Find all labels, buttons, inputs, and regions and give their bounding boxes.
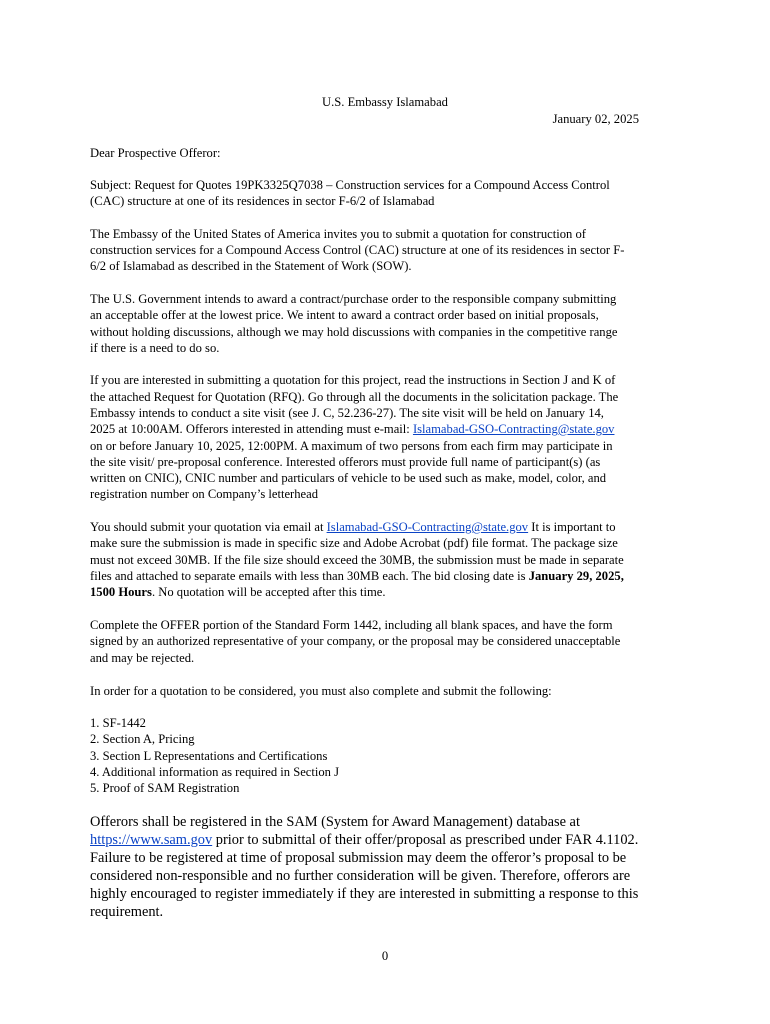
list-item: 1. SF-1442 xyxy=(90,716,146,730)
text-line: requirement. xyxy=(90,904,164,920)
list-item: 3. Section L Representations and Certifications xyxy=(90,749,328,763)
text-line: The Embassy of the United States of America invites you to submit a quotation for construction of xyxy=(90,227,586,241)
text-segment: You should submit your quotation via email at xyxy=(90,520,327,534)
text-line: (CAC) structure at one of its residences in sector F-6/2 of Islamabad xyxy=(90,194,435,208)
letter-date: January 02, 2025 xyxy=(552,112,639,126)
text-line: registration number on Company’s letterhead xyxy=(90,487,319,501)
text-line: considered non-responsible and no further consideration will be given. Therefore, offerors are xyxy=(90,868,631,884)
text-line: The U.S. Government intends to award a contract/purchase order to the responsible company submitting xyxy=(90,292,617,306)
closing-time: 1500 Hours xyxy=(90,585,152,599)
sam-link[interactable]: https://www.sam.gov xyxy=(90,832,213,848)
embassy-name: U.S. Embassy Islamabad xyxy=(322,95,448,109)
text-line: Embassy intends to conduct a site visit (see J. C, 52.236-27). The site visit will be held on January 14, xyxy=(90,406,604,420)
email-link[interactable]: Islamabad-GSO-Contracting@state.gov xyxy=(326,520,529,534)
text-line: Subject: Request for Quotes 19PK3325Q7038 – Construction services for a Compound Access Control xyxy=(90,178,610,192)
requirements-intro: In order for a quotation to be considered, you must also complete and submit the following: xyxy=(90,684,552,698)
salutation: Dear Prospective Offeror: xyxy=(90,146,221,160)
text-line xyxy=(90,584,386,601)
list-item: 2. Section A, Pricing xyxy=(90,732,195,746)
text-line xyxy=(90,568,624,585)
text-segment: It is important to xyxy=(528,520,616,534)
text-line: If you are interested in submitting a quotation for this project, read the instructions in Section J and K of xyxy=(90,373,616,387)
text-line: signed by an authorized representative of your company, or the proposal may be considered unacceptable xyxy=(90,634,621,648)
text-line: and may be rejected. xyxy=(90,651,195,665)
text-line: the attached Request for Quotation (RFQ). Go through all the documents in the solicitation package. The xyxy=(90,390,619,404)
text-line: written on CNIC), CNIC number and particulars of vehicle to be used such as make, model, color, and xyxy=(90,471,607,485)
text-line: Failure to be registered at time of proposal submission may deem the offeror’s proposal to be xyxy=(90,850,627,866)
text-line: must not exceed 30MB. If the file size should exceed the 30MB, the submission must be made in separate xyxy=(90,553,624,567)
text-line xyxy=(90,831,638,849)
text-segment: prior to submittal of their offer/proposal as prescribed under FAR 4.1102. xyxy=(212,832,639,848)
text-line: 6/2 of Islamabad as described in the Statement of Work (SOW). xyxy=(90,259,412,273)
text-segment: . No quotation will be accepted after this time. xyxy=(151,585,386,599)
text-line: without holding discussions, although we may hold discussions with companies in the competitive range xyxy=(90,325,618,339)
text-line: the site visit/ pre-proposal conference. Interested offerors must provide full name of participant(s) (as xyxy=(90,455,601,469)
text-line xyxy=(90,519,616,536)
text-line xyxy=(90,421,614,438)
text-line: on or before January 10, 2025, 12:00PM. A maximum of two persons from each firm may participate in xyxy=(90,439,613,453)
text-line: an acceptable offer at the lowest price. We intent to award a contract order based on initial proposals, xyxy=(90,308,599,322)
list-item: 4. Additional information as required in Section J xyxy=(90,765,340,779)
text-line: highly encouraged to register immediately if they are interested in submitting a response to this xyxy=(90,886,639,902)
email-link[interactable]: Islamabad-GSO-Contracting@state.gov xyxy=(412,422,615,436)
text-segment: files and attached to separate emails with less than 30MB each. The bid closing date is xyxy=(90,569,529,583)
page-number: 0 xyxy=(381,949,389,963)
text-line: if there is a need to do so. xyxy=(90,341,220,355)
closing-date: January 29, 2025, xyxy=(528,569,624,583)
text-line: construction services for a Compound Access Control (CAC) structure at one of its residences in sector F- xyxy=(90,243,625,257)
text-line: Offerors shall be registered in the SAM (System for Award Management) database at xyxy=(90,814,580,830)
text-line: Complete the OFFER portion of the Standard Form 1442, including all blank spaces, and have the form xyxy=(90,618,613,632)
text-segment: 2025 at 10:00AM. Offerors interested in attending must e-mail: xyxy=(90,422,413,436)
list-item: 5. Proof of SAM Registration xyxy=(90,781,240,795)
text-line: make sure the submission is made in specific size and Adobe Acrobat (pdf) file format. The package size xyxy=(90,536,618,550)
